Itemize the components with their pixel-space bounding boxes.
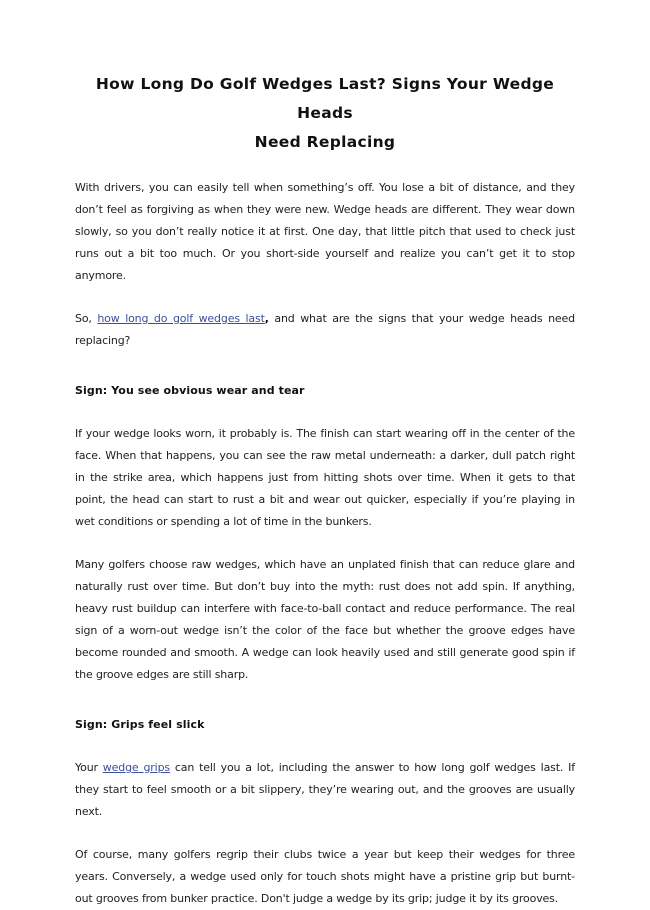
document-title-line-2: Need Replacing [254, 133, 396, 151]
paragraph-grips-suffix: can tell you a lot, including the answer to how long golf wedges last. If they start to feel smooth or a bit slippery, they’re wearing out, and the grooves are usually next. [75, 761, 575, 818]
paragraph-question-suffix: and what are the signs that your wedge heads need replacing? [75, 312, 575, 347]
paragraph-wear-2: Many golfers choose raw wedges, which have an unplated finish that can reduce glare and naturally rust over time. But don’t buy into the myth: rust does not add spin. If anything, heavy rust buildup can interfere with face-to-ball contact and reduce performance. The real sign of a worn-out wedge isn’t the color of the face but whether the groove edges have become rounded and smooth. A wedge can look heavily used and still generate good spin if the groove edges are still sharp. [75, 558, 575, 681]
paragraph-question-prefix: So, [75, 312, 98, 325]
paragraph-grips-2: Of course, many golfers regrip their clubs twice a year but keep their wedges for three years. Conversely, a wedge used only for touch shots might have a pristine grip but burnt-out grooves from bunker practice. Don't judge a wedge by its grip; judge it by its grooves. [75, 848, 575, 905]
heading-sign-wear-and-tear: Sign: You see obvious wear and tear [75, 384, 305, 397]
document-title-line-1: How Long Do Golf Wedges Last? Signs Your Wedge Heads [95, 75, 555, 122]
paragraph-wear-1: If your wedge looks worn, it probably is. The finish can start wearing off in the center of the face. When that happens, you can see the raw metal underneath: a darker, dull patch right in the strike area, which happens just from hitting shots over time. When it gets to that point, the head can start to rust a bit and wear out quicker, especially if you’re playing in wet conditions or spending a lot of time in the bunkers. [75, 427, 575, 528]
document-title [75, 70, 575, 157]
paragraph-intro: With drivers, you can easily tell when something’s off. You lose a bit of distance, and they don’t feel as forgiving as when they were new. Wedge heads are different. They wear down slowly, so you don’t really notice it at first. One day, that little pitch that used to check just runs out a bit too much. Or you short-side yourself and realize you can’t get it to stop anymore. [75, 181, 575, 282]
paragraph-question [75, 308, 575, 352]
paragraph-question-comma: , [264, 312, 269, 325]
paragraph-grips-prefix: Your [75, 761, 103, 774]
link-how-long-do-golf-wedges-last[interactable]: how long do golf wedges last [97, 312, 265, 325]
heading-sign-grips-feel-slick: Sign: Grips feel slick [75, 718, 205, 731]
paragraph-grips-1 [75, 757, 575, 823]
link-wedge-grips[interactable]: wedge grips [102, 761, 170, 774]
